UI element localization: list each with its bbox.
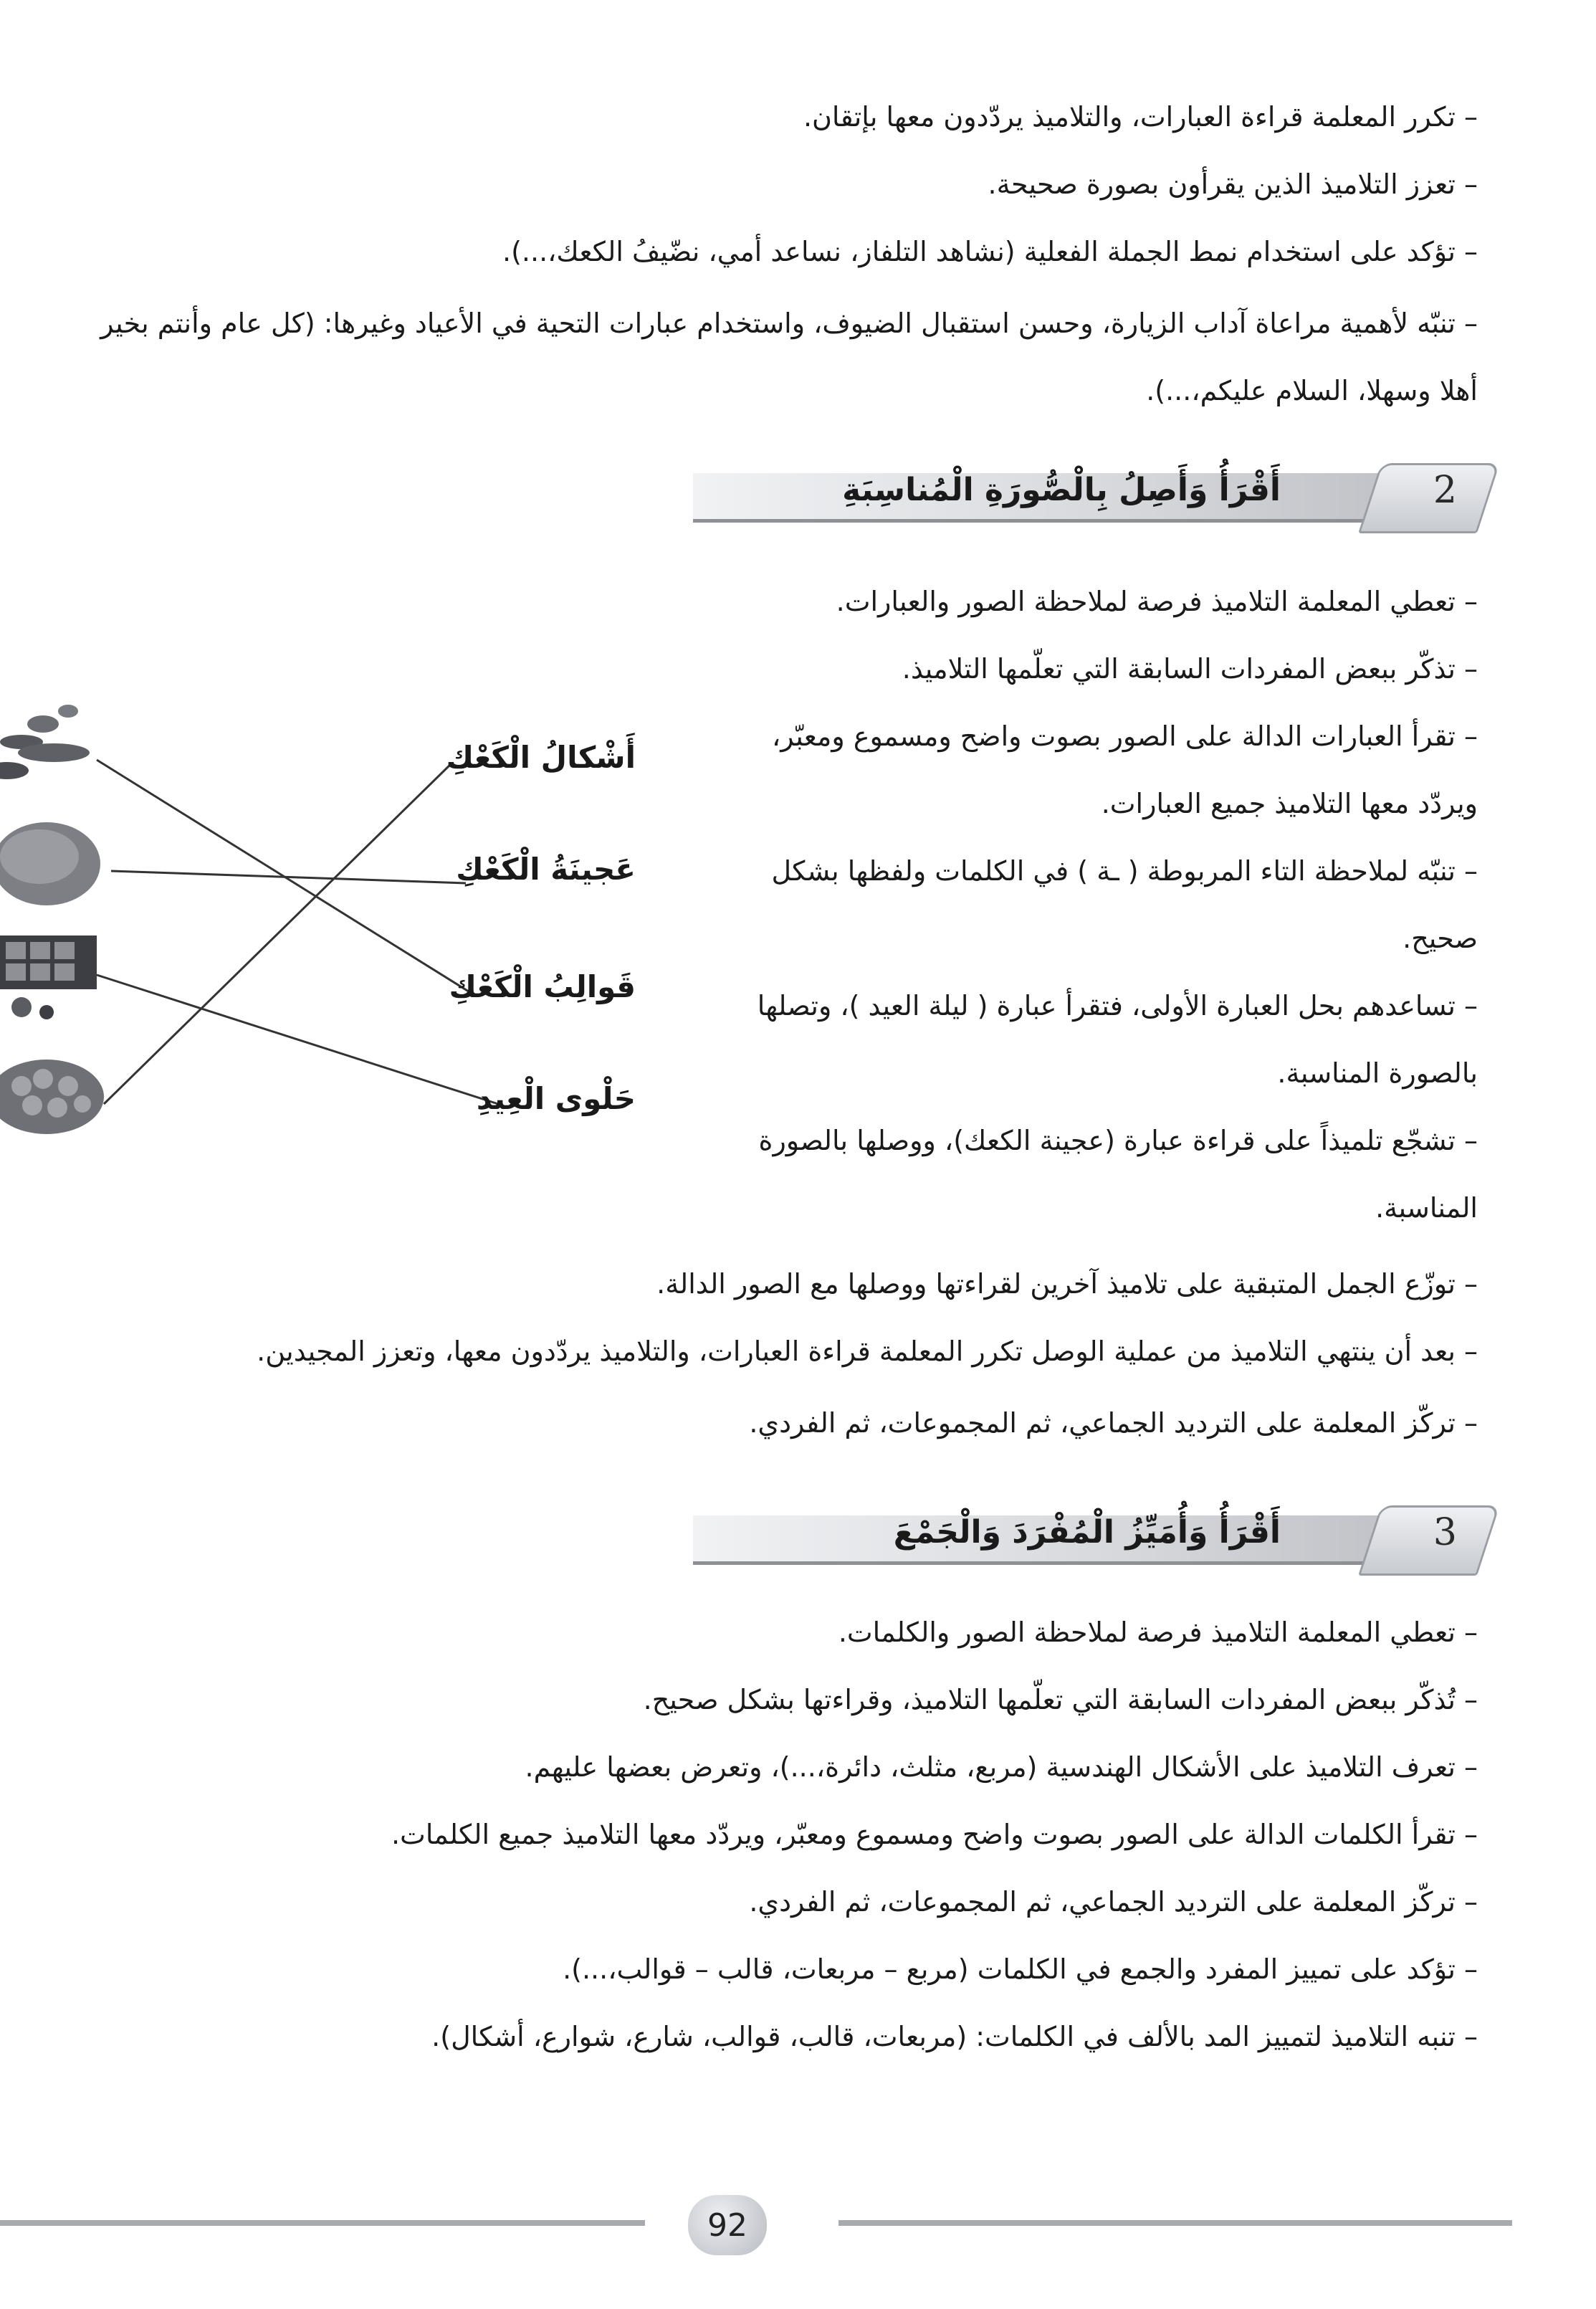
section-number: 2: [1433, 469, 1457, 512]
section-title: أَقْرَأُ وَأَصِلُ بِالْصُّورَةِ الْمُناسِبَةِ: [842, 472, 1281, 508]
list-item-continuation: بالصورة المناسبة.: [1277, 1057, 1478, 1089]
list-item: –تُذكّر ببعض المفردات السابقة التي تعلّمها التلاميذ، وقراءتها بشكل صحيح.: [643, 1684, 1478, 1715]
list-item: –تعطي المعلمة التلاميذ فرصة لملاحظة الصور والكلمات.: [838, 1617, 1478, 1648]
list-item-continuation: المناسبة.: [1375, 1192, 1478, 1224]
list-item: –تنبّه لملاحظة التاء المربوطة ( ـة ) في الكلمات ولفظها بشكل: [771, 855, 1478, 887]
cookie-shape: [58, 705, 78, 718]
match-line: [104, 763, 451, 1104]
list-item: –تنبّه لأهمية مراعاة آداب الزيارة، وحسن استقبال الضيوف، واستخدام عبارات التحية في الأعياد وغيرها: (كل عام وأنتم بخير: [100, 308, 1478, 339]
list-item-continuation: ويردّد معها التلاميذ جميع العبارات.: [1101, 788, 1478, 819]
list-item: –تركّز المعلمة على الترديد الجماعي، ثم المجموعات، ثم الفردي.: [749, 1886, 1478, 1918]
list-item: –تقرأ الكلمات الدالة على الصور بصوت واضح ومسموع ومعبّر، ويردّد معها التلاميذ جميع الكلمات.: [391, 1819, 1478, 1850]
list-item: –تعطي المعلمة التلاميذ فرصة لملاحظة الصور والعبارات.: [836, 586, 1478, 617]
list-item: –تؤكد على استخدام نمط الجملة الفعلية (نشاهد التلفاز، نساعد أمي، نضّيفُ الكعك،...).: [502, 236, 1478, 267]
list-item: –تركّز المعلمة على الترديد الجماعي، ثم المجموعات، ثم الفردي.: [749, 1407, 1478, 1439]
match-line: [111, 871, 466, 883]
section-header: [91, 463, 1489, 520]
list-item: –تذكّر ببعض المفردات السابقة التي تعلّمها التلاميذ.: [902, 653, 1478, 685]
match-label: قَوالِبُ الْكَعْكِ: [449, 969, 636, 1004]
list-item: –بعد أن ينتهي التلاميذ من عملية الوصل تكرر المعلمة قراءة العبارات، والتلاميذ يردّدون معها، وتعزز المجيدين.: [257, 1336, 1478, 1367]
list-item: –تنبه التلاميذ لتمييز المد بالألف في الكلمات: (مربعات، قالب، قوالب، شارع، شوارع، أشكال).: [431, 2021, 1478, 2052]
list-item-continuation: صحيح.: [1403, 923, 1478, 954]
footer-rule-left: [0, 2220, 645, 2226]
match-line: [97, 975, 498, 1104]
list-item: –تؤكد على تمييز المفرد والجمع في الكلمات (مربع – مربعات، قالب – قوالب،...).: [563, 1953, 1478, 1985]
list-item: –تساعدهم بحل العبارة الأولى، فتقرأ عبارة ( ليلة العيد )، وتصلها: [757, 990, 1478, 1022]
match-label: أَشْكالُ الْكَعْكِ: [446, 740, 636, 775]
list-item: –توزّع الجمل المتبقية على تلاميذ آخرين لقراءتها ووصلها مع الصور الدالة.: [656, 1268, 1478, 1300]
section-title: أَقْرَأُ وَأُمَيِّزُ الْمُفْرَدَ وَالْجَمْعَ: [893, 1514, 1281, 1551]
list-item: –تشجّع تلميذاً على قراءة عبارة (عجينة الكعك)، ووصلها بالصورة: [758, 1125, 1478, 1156]
match-label: حَلْوى الْعِيدِ: [476, 1081, 636, 1116]
match-label: عَجينَةُ الْكَعْكِ: [456, 852, 636, 887]
footer-rule-right: [838, 2220, 1512, 2226]
page-number: 92: [688, 2195, 767, 2255]
list-item: –تكرر المعلمة قراءة العبارات، والتلاميذ يردّدون معها بإتقان.: [803, 101, 1478, 133]
list-item: –تقرأ العبارات الدالة على الصور بصوت واضح ومسموع ومعبّر،: [772, 720, 1478, 752]
section-tab: [1358, 1505, 1500, 1576]
list-item: –تعرف التلاميذ على الأشكال الهندسية (مربع، مثلث، دائرة،...)، وتعرض بعضها عليهم.: [525, 1751, 1478, 1783]
section-header: [91, 1505, 1489, 1563]
list-item: –تعزز التلاميذ الذين يقرأون بصورة صحيحة.: [988, 168, 1478, 200]
section-number: 3: [1433, 1511, 1457, 1554]
section-tab: [1358, 463, 1500, 533]
list-item-continuation: أهلا وسهلا، السلام عليكم،...).: [1146, 375, 1478, 406]
